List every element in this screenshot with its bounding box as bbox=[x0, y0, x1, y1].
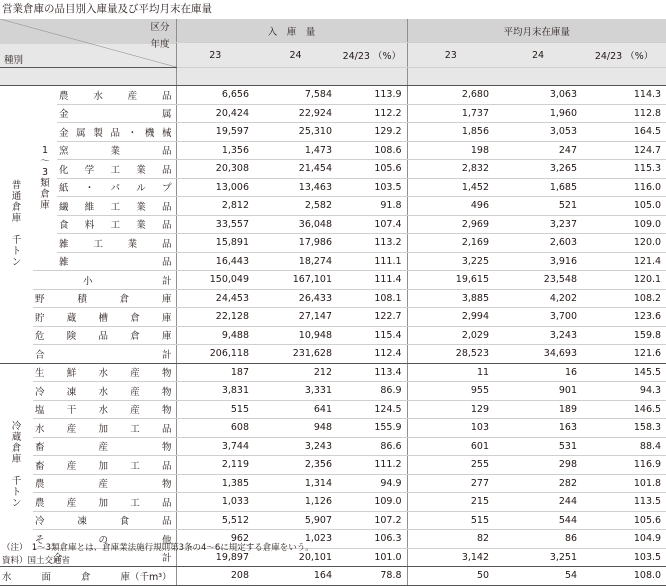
table-row bbox=[0, 345, 666, 364]
table-row bbox=[0, 160, 666, 179]
row-label: 合計 bbox=[33, 345, 176, 364]
table-row bbox=[0, 86, 666, 105]
row-label: 雑工業品 bbox=[57, 234, 176, 253]
row-value: 215 bbox=[407, 493, 494, 512]
row-value: 113.5 bbox=[582, 493, 666, 512]
row-value: 601 bbox=[407, 437, 494, 456]
group-reizo-label bbox=[0, 363, 33, 567]
row-value: 2,832 bbox=[407, 160, 494, 179]
header-row-1 bbox=[0, 19, 666, 43]
row-value: 106.3 bbox=[337, 530, 407, 549]
row-value: 19,597 bbox=[176, 123, 254, 142]
row-value: 515 bbox=[176, 400, 254, 419]
table-row bbox=[0, 289, 666, 308]
row-value: 1,126 bbox=[254, 493, 337, 512]
table-row bbox=[0, 400, 666, 419]
note-1: （注） 1〜3類倉庫とは、倉庫業法施行規則第3条の4〜6に規定する倉庫をいう。 bbox=[2, 543, 314, 553]
row-value: 86.9 bbox=[337, 382, 407, 401]
row-label: 貯蔵槽倉庫 bbox=[33, 308, 176, 327]
row-value: 103.5 bbox=[582, 548, 666, 567]
row-value: 7,584 bbox=[254, 86, 337, 105]
row-value: 23,548 bbox=[494, 271, 582, 290]
row-value: 1,023 bbox=[254, 530, 337, 549]
row-value: 3,243 bbox=[494, 326, 582, 345]
table-row bbox=[0, 493, 666, 512]
row-value: 6,656 bbox=[176, 86, 254, 105]
table-row bbox=[0, 123, 666, 142]
header-kubun: 区分 bbox=[150, 22, 170, 33]
row-label: 化学工業品 bbox=[57, 160, 176, 179]
row-label: 合計 bbox=[33, 548, 176, 567]
row-value: 247 bbox=[494, 141, 582, 160]
row-value: 298 bbox=[494, 456, 582, 475]
row-value: 16,443 bbox=[176, 252, 254, 271]
row-suimen-value: 54 bbox=[494, 567, 582, 586]
table-row-suimen bbox=[0, 567, 666, 586]
header-year: 24/23 （%） bbox=[337, 43, 407, 68]
row-value: 109.0 bbox=[582, 215, 666, 234]
row-value: 2,582 bbox=[254, 197, 337, 216]
row-label: 農産加工品 bbox=[33, 493, 176, 512]
row-suimen-value: 78.8 bbox=[337, 567, 407, 586]
row-value: 121.4 bbox=[582, 252, 666, 271]
row-value: 20,308 bbox=[176, 160, 254, 179]
table-row bbox=[0, 308, 666, 327]
row-value: 2,603 bbox=[494, 234, 582, 253]
row-value: 24,453 bbox=[176, 289, 254, 308]
row-value: 189 bbox=[494, 400, 582, 419]
row-value: 124.7 bbox=[582, 141, 666, 160]
row-value: 10,948 bbox=[254, 326, 337, 345]
row-value: 1,737 bbox=[407, 104, 494, 123]
row-label: 金属 bbox=[57, 104, 176, 123]
row-value: 1,033 bbox=[176, 493, 254, 512]
row-label: 繊維工業品 bbox=[57, 197, 176, 216]
row-value: 1,385 bbox=[176, 474, 254, 493]
row-value: 129 bbox=[407, 400, 494, 419]
row-value: 282 bbox=[494, 474, 582, 493]
table-row bbox=[0, 197, 666, 216]
row-value: 2,680 bbox=[407, 86, 494, 105]
header-zaiko: 平均月末在庫量 bbox=[407, 19, 666, 43]
row-value: 105.6 bbox=[337, 160, 407, 179]
row-value: 113.9 bbox=[337, 86, 407, 105]
header-year: 23 bbox=[176, 43, 254, 68]
row-suimen-value: 208 bbox=[176, 567, 254, 586]
row-value: 901 bbox=[494, 382, 582, 401]
row-value: 3,744 bbox=[176, 437, 254, 456]
row-value: 155.9 bbox=[337, 419, 407, 438]
page-title: 営業倉庫の品目別入庫量及び平均月末在庫量 bbox=[2, 3, 212, 15]
row-value: 1,452 bbox=[407, 178, 494, 197]
row-value: 115.3 bbox=[582, 160, 666, 179]
table-row bbox=[0, 437, 666, 456]
row-label-suimen: 水面倉庫 （千m³） bbox=[0, 567, 176, 586]
header-shubetsu: 種別 bbox=[4, 55, 24, 66]
row-value: 2,119 bbox=[176, 456, 254, 475]
row-value: 114.3 bbox=[582, 86, 666, 105]
row-value: 107.4 bbox=[337, 215, 407, 234]
row-value: 3,885 bbox=[407, 289, 494, 308]
row-value: 150,049 bbox=[176, 271, 254, 290]
row-label: 食料工業品 bbox=[57, 215, 176, 234]
row-label: 紙・パルプ bbox=[57, 178, 176, 197]
row-value: 103 bbox=[407, 419, 494, 438]
row-suimen-value: 50 bbox=[407, 567, 494, 586]
row-value: 104.9 bbox=[582, 530, 666, 549]
row-value: 244 bbox=[494, 493, 582, 512]
group-reizo-label-text: 冷 蔵 倉 庫 千 ト ン bbox=[11, 420, 22, 509]
table-row bbox=[0, 271, 666, 290]
group-rui-label-text: 1 〜 3 類 倉 庫 bbox=[40, 145, 50, 211]
row-value: 3,063 bbox=[494, 86, 582, 105]
row-value: 1,314 bbox=[254, 474, 337, 493]
header-row-3 bbox=[0, 68, 666, 86]
row-value: 115.4 bbox=[337, 326, 407, 345]
row-label: 窯業品 bbox=[57, 141, 176, 160]
row-value: 116.9 bbox=[582, 456, 666, 475]
header-corner bbox=[0, 19, 176, 68]
row-value: 120.1 bbox=[582, 271, 666, 290]
row-value: 159.8 bbox=[582, 326, 666, 345]
row-value: 26,433 bbox=[254, 289, 337, 308]
row-value: 111.1 bbox=[337, 252, 407, 271]
row-label: 雑品 bbox=[57, 252, 176, 271]
row-value: 158.3 bbox=[582, 419, 666, 438]
row-value: 112.8 bbox=[582, 104, 666, 123]
row-value: 521 bbox=[494, 197, 582, 216]
row-value: 198 bbox=[407, 141, 494, 160]
row-value: 163 bbox=[494, 419, 582, 438]
table-row bbox=[0, 456, 666, 475]
row-value: 28,523 bbox=[407, 345, 494, 364]
row-value: 21,454 bbox=[254, 160, 337, 179]
row-value: 111.4 bbox=[337, 271, 407, 290]
row-value: 2,029 bbox=[407, 326, 494, 345]
table-row bbox=[0, 178, 666, 197]
row-value: 3,225 bbox=[407, 252, 494, 271]
row-value: 109.0 bbox=[337, 493, 407, 512]
row-value: 13,006 bbox=[176, 178, 254, 197]
row-value: 608 bbox=[176, 419, 254, 438]
row-value: 82 bbox=[407, 530, 494, 549]
row-value: 27,147 bbox=[254, 308, 337, 327]
row-value: 544 bbox=[494, 511, 582, 530]
row-value: 112.4 bbox=[337, 345, 407, 364]
row-value: 4,202 bbox=[494, 289, 582, 308]
row-value: 1,685 bbox=[494, 178, 582, 197]
row-label: 水産加工品 bbox=[33, 419, 176, 438]
row-value: 3,265 bbox=[494, 160, 582, 179]
row-value: 19,615 bbox=[407, 271, 494, 290]
row-value: 2,812 bbox=[176, 197, 254, 216]
warehouse-table bbox=[0, 19, 666, 586]
row-value: 255 bbox=[407, 456, 494, 475]
row-value: 3,053 bbox=[494, 123, 582, 142]
row-value: 34,693 bbox=[494, 345, 582, 364]
source-note: 資料）国土交通省 bbox=[2, 556, 71, 566]
row-value: 145.5 bbox=[582, 363, 666, 382]
row-label: その他 bbox=[33, 530, 176, 549]
row-label: 塩干水産物 bbox=[33, 400, 176, 419]
row-value: 206,118 bbox=[176, 345, 254, 364]
row-value: 25,310 bbox=[254, 123, 337, 142]
row-value: 3,331 bbox=[254, 382, 337, 401]
notes bbox=[2, 542, 314, 568]
row-value: 108.2 bbox=[582, 289, 666, 308]
row-value: 19,897 bbox=[176, 548, 254, 567]
table-row bbox=[0, 326, 666, 345]
header-year: 23 bbox=[407, 43, 494, 68]
row-label: 生鮮水産物 bbox=[33, 363, 176, 382]
row-value: 948 bbox=[254, 419, 337, 438]
row-value: 955 bbox=[407, 382, 494, 401]
row-label: 野積倉庫 bbox=[33, 289, 176, 308]
row-value: 88.4 bbox=[582, 437, 666, 456]
table-row bbox=[0, 382, 666, 401]
row-value: 2,994 bbox=[407, 308, 494, 327]
header-nyuko: 入 庫 量 bbox=[176, 19, 407, 43]
row-value: 124.5 bbox=[337, 400, 407, 419]
group-futsu-label-text: 普 通 倉 庫 千 ト ン bbox=[11, 180, 22, 269]
row-value: 2,969 bbox=[407, 215, 494, 234]
row-value: 962 bbox=[176, 530, 254, 549]
row-label: 冷凍水産物 bbox=[33, 382, 176, 401]
row-value: 122.7 bbox=[337, 308, 407, 327]
row-value: 123.6 bbox=[582, 308, 666, 327]
table-row bbox=[0, 252, 666, 271]
table-row bbox=[0, 474, 666, 493]
row-value: 107.2 bbox=[337, 511, 407, 530]
row-value: 3,142 bbox=[407, 548, 494, 567]
row-value: 5,907 bbox=[254, 511, 337, 530]
row-value: 1,356 bbox=[176, 141, 254, 160]
row-value: 22,128 bbox=[176, 308, 254, 327]
row-value: 164.5 bbox=[582, 123, 666, 142]
row-value: 3,831 bbox=[176, 382, 254, 401]
group-rui-label bbox=[33, 86, 57, 271]
row-value: 22,924 bbox=[254, 104, 337, 123]
row-value: 277 bbox=[407, 474, 494, 493]
row-value: 231,628 bbox=[254, 345, 337, 364]
row-label: 冷凍食品 bbox=[33, 511, 176, 530]
row-value: 86.6 bbox=[337, 437, 407, 456]
row-value: 9,488 bbox=[176, 326, 254, 345]
row-value: 94.9 bbox=[337, 474, 407, 493]
row-value: 2,356 bbox=[254, 456, 337, 475]
row-value: 105.6 bbox=[582, 511, 666, 530]
row-value: 33,557 bbox=[176, 215, 254, 234]
row-value: 187 bbox=[176, 363, 254, 382]
table-row bbox=[0, 104, 666, 123]
row-value: 111.2 bbox=[337, 456, 407, 475]
row-value: 3,700 bbox=[494, 308, 582, 327]
row-value: 3,243 bbox=[254, 437, 337, 456]
group-futsu-label bbox=[0, 86, 33, 364]
table-row bbox=[0, 511, 666, 530]
header-year: 24 bbox=[254, 43, 337, 68]
row-value: 1,960 bbox=[494, 104, 582, 123]
row-suimen-value: 164 bbox=[254, 567, 337, 586]
row-value: 18,274 bbox=[254, 252, 337, 271]
row-value: 103.5 bbox=[337, 178, 407, 197]
row-value: 112.2 bbox=[337, 104, 407, 123]
row-value: 212 bbox=[254, 363, 337, 382]
row-suimen-value: 108.0 bbox=[582, 567, 666, 586]
row-value: 11 bbox=[407, 363, 494, 382]
header-year: 24/23 （%） bbox=[582, 43, 666, 68]
row-value: 16 bbox=[494, 363, 582, 382]
row-label: 金属製品・機械 bbox=[57, 123, 176, 142]
table-row bbox=[0, 215, 666, 234]
row-value: 113.2 bbox=[337, 234, 407, 253]
row-value: 116.0 bbox=[582, 178, 666, 197]
row-value: 2,169 bbox=[407, 234, 494, 253]
row-value: 91.8 bbox=[337, 197, 407, 216]
row-value: 17,986 bbox=[254, 234, 337, 253]
row-value: 101.8 bbox=[582, 474, 666, 493]
row-value: 20,424 bbox=[176, 104, 254, 123]
row-value: 120.0 bbox=[582, 234, 666, 253]
row-value: 101.0 bbox=[337, 548, 407, 567]
row-value: 496 bbox=[407, 197, 494, 216]
table-row bbox=[0, 363, 666, 382]
row-value: 3,916 bbox=[494, 252, 582, 271]
row-label: 畜産加工品 bbox=[33, 456, 176, 475]
row-value: 129.2 bbox=[337, 123, 407, 142]
row-value: 641 bbox=[254, 400, 337, 419]
table-row bbox=[0, 141, 666, 160]
header-year: 24 bbox=[494, 43, 582, 68]
row-value: 108.1 bbox=[337, 289, 407, 308]
row-label: 農水産品 bbox=[57, 86, 176, 105]
row-value: 113.4 bbox=[337, 363, 407, 382]
row-value: 36,048 bbox=[254, 215, 337, 234]
header-nendo: 年度 bbox=[150, 39, 170, 50]
row-value: 3,237 bbox=[494, 215, 582, 234]
row-value: 94.3 bbox=[582, 382, 666, 401]
row-label: 農産物 bbox=[33, 474, 176, 493]
row-value: 167,101 bbox=[254, 271, 337, 290]
table-row bbox=[0, 234, 666, 253]
row-label: 小計 bbox=[57, 271, 176, 290]
subtotal-spacer bbox=[33, 271, 57, 290]
row-value: 3,251 bbox=[494, 548, 582, 567]
table-row bbox=[0, 419, 666, 438]
row-value: 1,856 bbox=[407, 123, 494, 142]
row-value: 13,463 bbox=[254, 178, 337, 197]
row-label: 畜産物 bbox=[33, 437, 176, 456]
row-value: 121.6 bbox=[582, 345, 666, 364]
row-value: 20,101 bbox=[254, 548, 337, 567]
row-value: 86 bbox=[494, 530, 582, 549]
row-value: 531 bbox=[494, 437, 582, 456]
row-value: 1,473 bbox=[254, 141, 337, 160]
row-value: 515 bbox=[407, 511, 494, 530]
row-label: 危険品倉庫 bbox=[33, 326, 176, 345]
row-value: 5,512 bbox=[176, 511, 254, 530]
row-value: 146.5 bbox=[582, 400, 666, 419]
row-value: 105.0 bbox=[582, 197, 666, 216]
row-value: 15,891 bbox=[176, 234, 254, 253]
row-value: 108.6 bbox=[337, 141, 407, 160]
